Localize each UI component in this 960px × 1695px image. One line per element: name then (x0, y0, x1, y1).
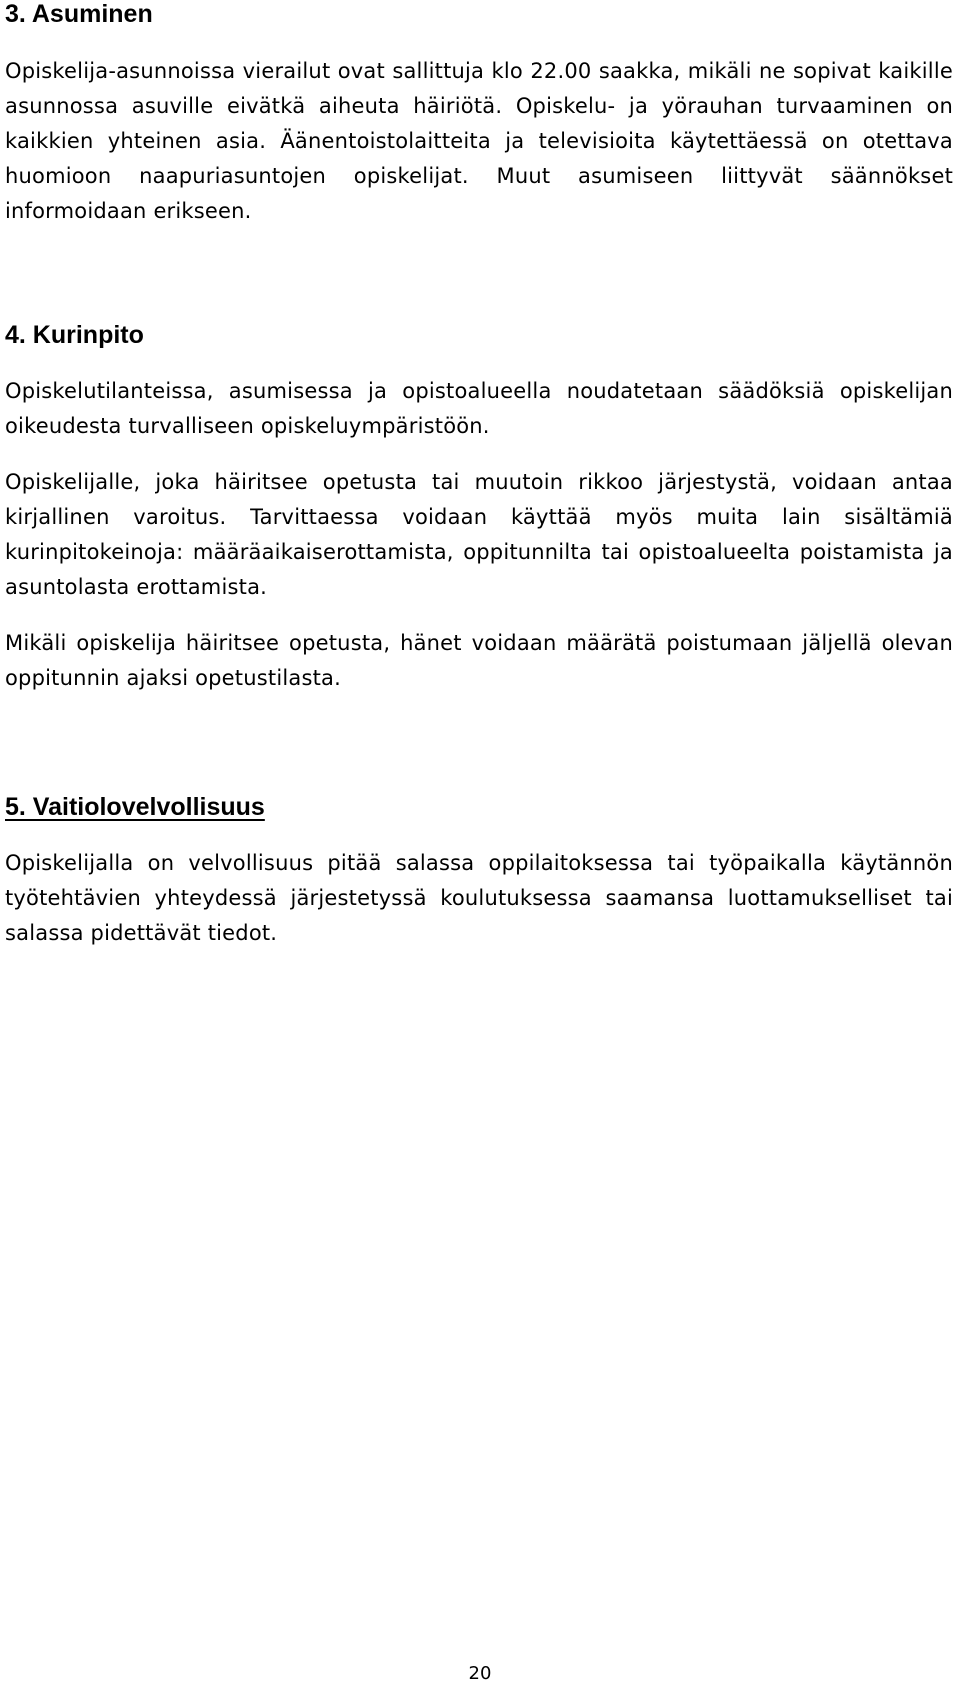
paragraph-asuminen: Opiskelija-asunnoissa vierailut ovat sallittuja klo 22.00 saakka, mikäli ne sopivat kaikille asunnossa asuville eivätkä aiheuta häiriötä. Opiskelu- ja yörauhan turvaaminen on kaikkien yhteinen asia. Äänentoistolaitteita ja televisioita käytettäessä on otettava huomioon naapuriasuntojen opiskelijat. Muut asumiseen liittyvät säännökset informoidaan erikseen. (5, 59, 953, 223)
section-heading-vaitiolovelvollisuus: 5. Vaitiolovelvollisuus (5, 793, 265, 821)
section-vaitiolovelvollisuus (5, 793, 953, 951)
section-heading-kurinpito: 4. Kurinpito (5, 321, 144, 349)
section-asuminen (5, 0, 953, 229)
paragraph-kurinpito-1: Opiskelutilanteissa, asumisessa ja opistoalueella noudatetaan säädöksiä opiskelijan oikeudesta turvalliseen opiskeluympäristöön. (5, 379, 953, 438)
paragraph-vaitiolovelvollisuus: Opiskelijalla on velvollisuus pitää salassa oppilaitoksessa tai työpaikalla käytännön työtehtävien yhteydessä järjestetyssä koulutuksessa saamansa luottamukselliset tai salassa pidettävät tiedot. (5, 851, 953, 945)
paragraph-kurinpito-3: Mikäli opiskelija häiritsee opetusta, hänet voidaan määrätä poistumaan jäljellä olevan oppitunnin ajaksi opetustilasta. (5, 631, 953, 690)
paragraph-kurinpito-2: Opiskelijalle, joka häiritsee opetusta tai muutoin rikkoo järjestystä, voidaan antaa kirjallinen varoitus. Tarvittaessa voidaan käyttää myös muita lain sisältämiä kurinpitokeinoja: määräaikaiserottamista, oppitunnilta tai opistoalueelta poistamista ja asuntolasta erottamista. (5, 470, 953, 599)
page-number: 20 (468, 1663, 492, 1684)
section-kurinpito (5, 321, 953, 696)
section-heading-asuminen: 3. Asuminen (5, 0, 153, 28)
